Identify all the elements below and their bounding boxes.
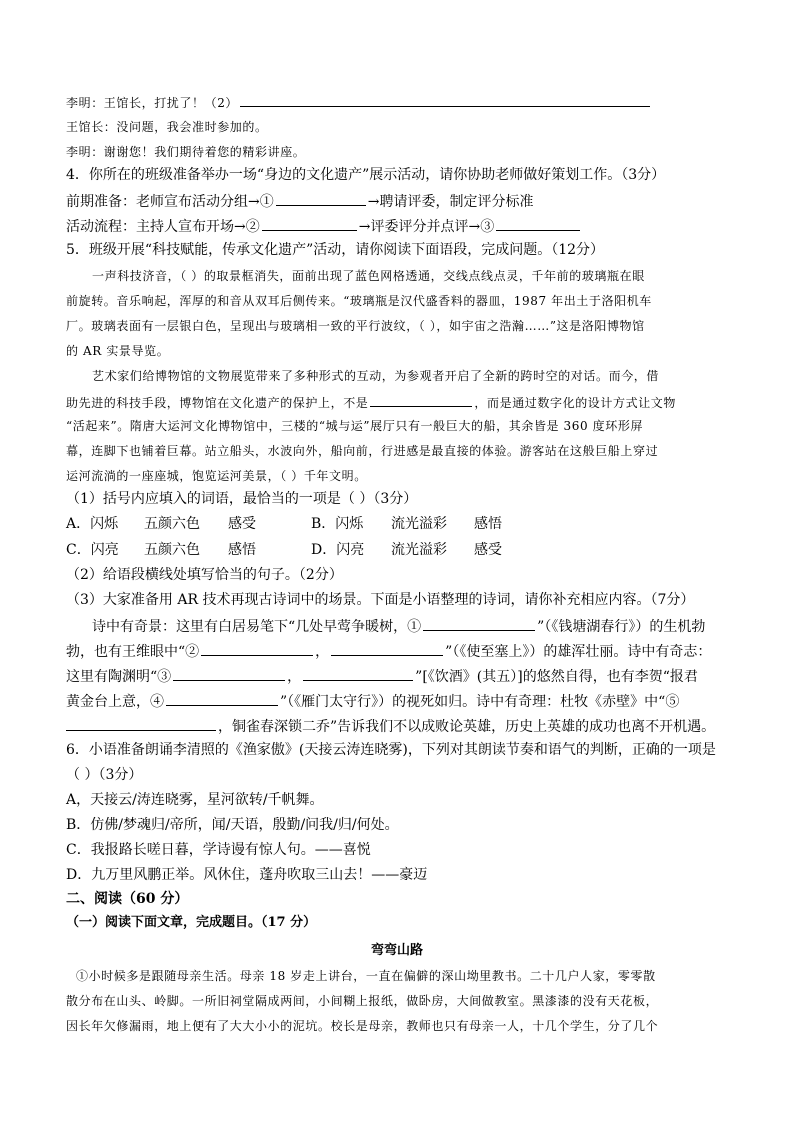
option-a-label[interactable]: A．闪烁 — [66, 516, 119, 532]
section-2-part-1: （一）阅读下面文章，完成题目。（17 分） — [66, 915, 317, 930]
passage-2-line-4: 幕，连脚下也铺着巨幕。站立船头，水波向外，船向前，行进感是最直接的体验。游客站在这般巨船上穿过 — [66, 444, 659, 458]
option-b-word-2: 流光溢彩 — [391, 516, 447, 532]
flow-text: 活动流程：主持人宣布开场→② — [66, 219, 260, 235]
article-line-1: ①小时候多是跟随母亲生活。母亲 18 岁走上讲台，一直在偏僻的深山坳里教书。二十几户人家，零零散 — [76, 969, 656, 983]
question-4-flow — [66, 216, 582, 236]
poem-blank-3b[interactable] — [303, 666, 413, 681]
poem-blank-3a[interactable] — [173, 666, 285, 681]
answer-blank[interactable] — [240, 92, 650, 107]
question-4-prep — [66, 191, 533, 211]
sentence-blank[interactable] — [370, 392, 472, 407]
prep-text-2: →聘请评委，制定评分标准 — [367, 194, 534, 210]
sub-question-3: （3）大家准备用 AR 技术再现古诗词中的场景。下面是小语整理的诗词，请你补充相应内容。（7分） — [66, 592, 695, 608]
option-a-word-2: 五颜六色 — [144, 516, 200, 532]
option-d-word-2: 流光溢彩 — [391, 542, 447, 558]
poem-text-2: ”（《雁门太守行》）的视死如归。诗中有奇理：杜牧《赤壁》中“⑤ — [280, 694, 680, 710]
q6-option-a[interactable]: A，天接云/涛连晓雾，星河欲转/千帆舞。 — [66, 792, 324, 808]
poem-text: 勃，也有王维眼中“② — [66, 644, 200, 660]
sub-question-1: （1）括号内应填入的词语，最恰当的一项是（ ）（3分） — [66, 491, 418, 507]
question-5-title: 5．班级开展“科技赋能，传承文化遗产”活动，请你阅读下面语段，完成问题。（12分） — [66, 242, 605, 258]
passage-1-line-3: 厂。玻璃表面有一层银白色，呈现出与玻璃相一致的平行波纹，（ ），如宇宙之浩瀚……”这是洛阳博物馆 — [66, 319, 645, 333]
poem-text-2: ”（《使至塞上》）的雄浑壮丽。诗中有奇志： — [445, 644, 712, 660]
dialogue-line-3: 李明：谢谢您！我们期待着您的精彩讲座。 — [66, 145, 306, 159]
poem-line-1 — [92, 616, 705, 636]
option-c-word-2: 五颜六色 — [144, 542, 200, 558]
passage-1-line-2: 前旋转。音乐响起，浑厚的和音从双耳后侧传来。“玻璃瓶是汉代盛香料的器皿，1987 年出土于洛阳机车 — [66, 294, 652, 308]
poem-text: 这里有陶渊明“③ — [66, 669, 172, 685]
poem-line-3 — [66, 666, 698, 686]
poem-text: 黄金台上意，④ — [66, 694, 164, 710]
poem-blank-4[interactable] — [166, 691, 278, 706]
q6-option-b[interactable]: B．仿佛/梦魂归/帝所，闻/天语，殷勤/问我/归/何处。 — [66, 817, 399, 833]
option-c-word-3: 感悟 — [228, 542, 256, 558]
option-c-label[interactable]: C．闪亮 — [66, 542, 119, 558]
answer-blank-2[interactable] — [262, 216, 357, 231]
option-b-label[interactable]: B．闪烁 — [311, 516, 364, 532]
poem-line-2 — [66, 641, 711, 661]
dialogue-text: 李明：王馆长，打扰了！（2） — [66, 96, 239, 110]
poem-comma: ， — [315, 644, 330, 660]
option-d-word-3: 感受 — [474, 542, 502, 558]
dialogue-line-2: 王馆长：没问题，我会准时参加的。 — [66, 120, 268, 134]
passage-2-line-3: “活起来”。隋唐大运河文化博物馆中，三楼的“城与运”展厅只有一般巨大的船，其余皆是 360 度环形屏 — [66, 419, 644, 433]
passage-text-2: ，而是通过数字化的设计方式让文物 — [474, 396, 677, 410]
passage-1-line-4: 的 AR 实景导览。 — [66, 344, 170, 358]
answer-blank-1[interactable] — [276, 191, 366, 206]
poem-text: ，铜雀春深锁二乔”告诉我们不以成败论英雄，历史上英雄的成功也离不开机遇。 — [218, 719, 716, 735]
poem-blank-2b[interactable] — [331, 641, 443, 656]
article-line-3: 因长年欠修漏雨，地上便有了大大小小的泥坑。校长是母亲，教师也只有母亲一人，十几个学生，分了几个 — [66, 1019, 659, 1033]
option-b-word-3: 感悟 — [474, 516, 502, 532]
dialogue-line-1 — [66, 92, 652, 112]
q6-option-d[interactable]: D．九万里风鹏正举。风休住，蓬舟吹取三山去！——豪迈 — [66, 867, 428, 883]
article-line-2: 散分布在山头、岭脚。一所旧祠堂隔成两间，小间糊上报纸，做卧房，大间做教室。黑漆漆的没有天花板， — [66, 994, 659, 1008]
passage-text: 助先进的科技手段，博物馆在文化遗产的保护上，不是 — [66, 396, 369, 410]
q6-option-c[interactable]: C．我报路长嗟日暮，学诗谩有惊人句。——喜悦 — [66, 842, 371, 858]
passage-2-line-5: 运河流淌的一座座城，饱览运河美景，（ ）千年文明。 — [66, 469, 367, 483]
article-title: 弯弯山路 — [370, 943, 423, 958]
answer-blank-3[interactable] — [496, 216, 580, 231]
question-6-title-2: （ ）（3分） — [66, 767, 143, 783]
poem-text-2: ”[《饮酒》(其五）]的悠然自得，也有李贺“报君 — [415, 669, 698, 685]
poem-line-5 — [66, 716, 715, 736]
poem-line-4 — [66, 691, 679, 711]
passage-2-line-2 — [66, 392, 676, 412]
prep-text: 前期准备：老师宣布活动分组→① — [66, 194, 274, 210]
question-4-title: 4．你所在的班级准备举办一场“身边的文化遗产”展示活动，请你协助老师做好策划工作。（3分） — [66, 167, 666, 183]
sub-question-2: （2）给语段横线处填写恰当的句子。（2分） — [66, 567, 343, 583]
passage-1-line-1: 一声科技济音，（ ）的取景框消失，面前出现了蓝色网格透通，交线点线点灵，千年前的玻璃瓶在眼 — [92, 269, 645, 283]
poem-blank-1[interactable] — [423, 616, 535, 631]
poem-comma: ， — [287, 669, 302, 685]
option-a-word-3: 感受 — [228, 516, 256, 532]
option-d-label[interactable]: D．闪亮 — [311, 542, 365, 558]
section-2-title: 二、阅读（60 分） — [66, 891, 189, 907]
poem-text: 诗中有奇景：这里有白居易笔下“几处早莺争暖树，① — [92, 619, 422, 635]
flow-text-2: →评委评分并点评→③ — [358, 219, 495, 235]
poem-text-2: ”（《钱塘湖春行》）的生机勃 — [537, 619, 706, 635]
passage-2-line-1: 艺术家们给博物馆的文物展览带来了多种形式的互动，为参观者开启了全新的跨时空的对话。而今，借 — [92, 369, 660, 383]
question-6-title: 6．小语准备朗诵李清照的《渔家傲》(天接云涛连晓雾)，下列对其朗读节奏和语气的判断，正确的一项是 — [66, 742, 716, 758]
poem-blank-5[interactable] — [66, 716, 216, 731]
poem-blank-2a[interactable] — [201, 641, 313, 656]
